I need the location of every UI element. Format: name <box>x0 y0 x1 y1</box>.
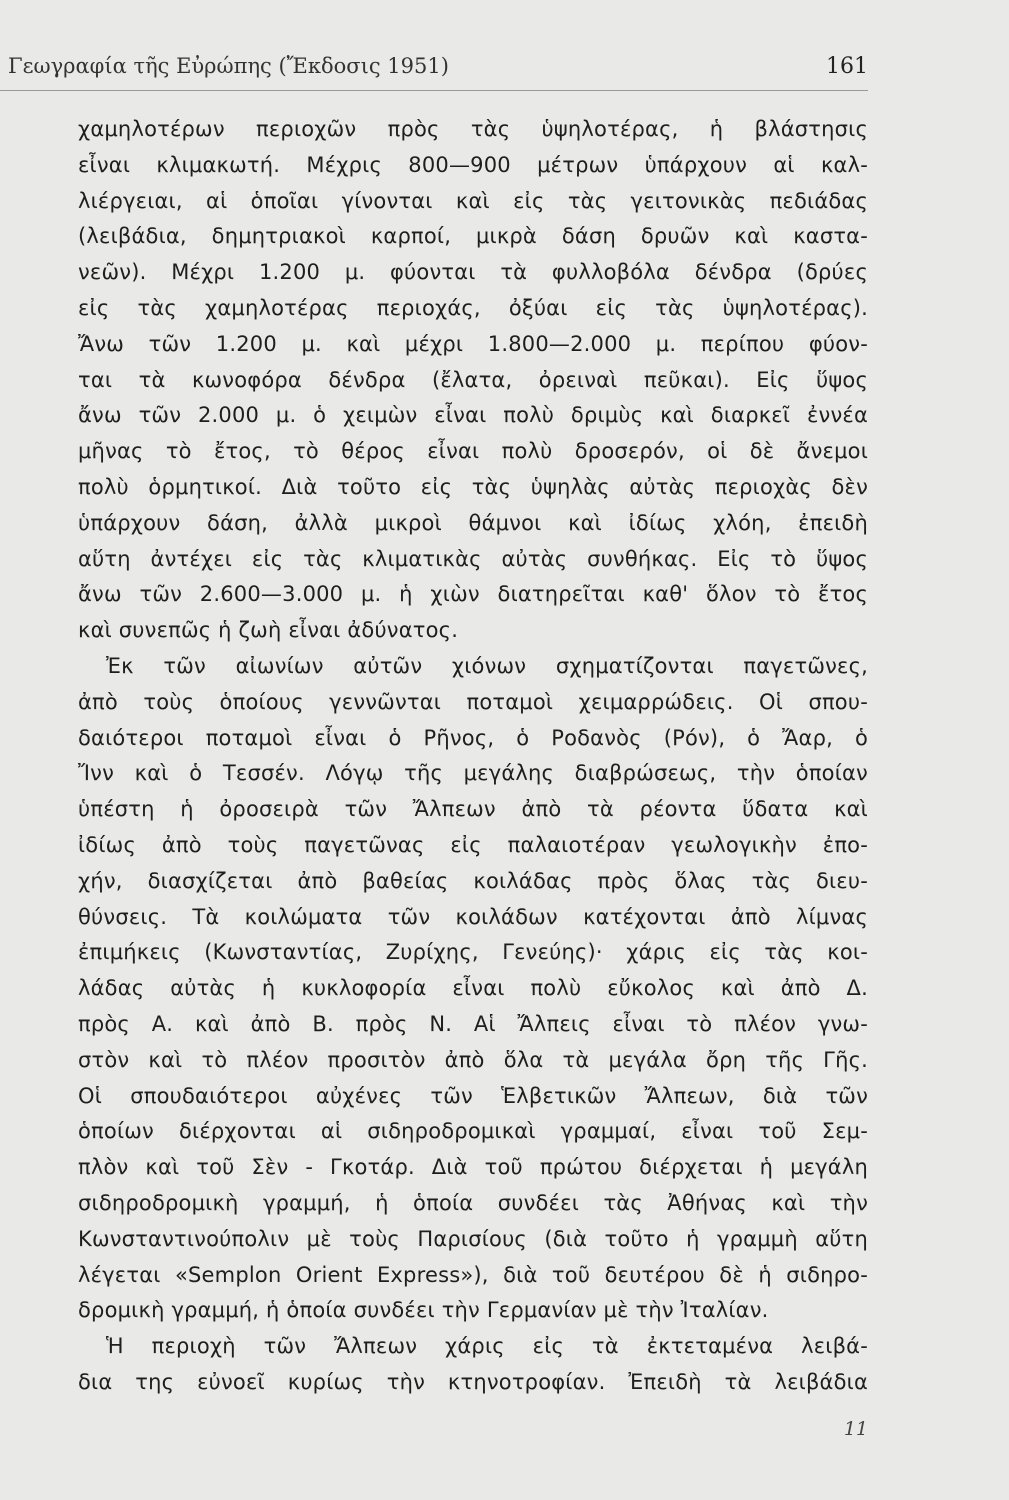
text-line: Κωνσταντινούπολιν μὲ τοὺς Παρισίους (διὰ τοῦτο ἡ γραμμὴ αὕτη <box>78 1226 868 1251</box>
text-line: Ἄνω τῶν 1.200 μ. καὶ μέχρι 1.800—2.000 μ. περίπου φύον- <box>78 331 868 356</box>
text-line: ὑπάρχουν δάση, ἀλλὰ μικροὶ θάμνοι καὶ ἰδίως χλόη, ἐπειδὴ <box>78 510 868 535</box>
header-rule <box>0 90 868 91</box>
text-line: εἶναι κλιμακωτή. Μέχρις 800—900 μέτρων ὑπάρχουν αἱ καλ- <box>78 152 868 177</box>
running-title: Γεωγραφία τῆς Εὐρώπης (Ἔκδοσις 1951) <box>8 54 449 78</box>
text-line: ὑπέστη ἡ ὀροσειρὰ τῶν Ἄλπεων ἀπὸ τὰ ρέοντα ὕδατα καὶ <box>78 797 868 822</box>
body-text <box>78 112 868 1401</box>
text-line: δαιότεροι ποταμοὶ εἶναι ὁ Ρῆνος, ὁ Ροδανὸς (Ρόν), ὁ Ἄαρ, ὁ <box>78 725 868 750</box>
text-line: δρομικὴ γραμμή, ἡ ὁποία συνδέει τὴν Γερμανίαν μὲ τὴν Ἰταλίαν. <box>78 1298 769 1323</box>
text-line: εἰς τὰς χαμηλοτέρας περιοχάς, ὀξύαι εἰς τὰς ὑψηλοτέρας). <box>78 295 868 320</box>
text-line: λιέργειαι, αἱ ὁποῖαι γίνονται καὶ εἰς τὰς γειτονικὰς πεδιάδας <box>78 188 868 213</box>
text-line: πολὺ ὁρμητικοί. Διὰ τοῦτο εἰς τὰς ὑψηλὰς αὐτὰς περιοχὰς δὲν <box>78 474 868 499</box>
text-line: ἄνω τῶν 2.000 μ. ὁ χειμὼν εἶναι πολὺ δριμὺς καὶ διαρκεῖ ἐννέα <box>78 403 868 428</box>
text-line: λάδας αὐτὰς ἡ κυκλοφορία εἶναι πολὺ εὔκολος καὶ ἀπὸ Δ. <box>78 976 868 1001</box>
text-line: χαμηλοτέρων περιοχῶν πρὸς τὰς ὑψηλοτέρας, ἡ βλάστησις <box>78 117 868 141</box>
text-line: στὸν καὶ τὸ πλέον προσιτὸν ἀπὸ ὅλα τὰ μεγάλα ὄρη τῆς Γῆς. <box>78 1047 868 1072</box>
text-line: χήν, διασχίζεται ἀπὸ βαθείας κοιλάδας πρὸς ὅλας τὰς διευ- <box>78 868 868 893</box>
text-line: πρὸς Α. καὶ ἀπὸ Β. πρὸς Ν. Αἱ Ἄλπεις εἶναι τὸ πλέον γνω- <box>78 1011 868 1036</box>
text-line: (λειβάδια, δημητριακοὶ καρποί, μικρὰ δάση δρυῶν καὶ καστα- <box>78 224 868 249</box>
text-line: πλὸν καὶ τοῦ Σὲν - Γκοτάρ. Διὰ τοῦ πρώτου διέρχεται ἡ μεγάλη <box>78 1155 868 1180</box>
text-line: ὁποίων διέρχονται αἱ σιδηροδρομικαὶ γραμμαί, εἶναι τοῦ Σεμ- <box>78 1119 868 1144</box>
text-line: δια της εὐνοεῖ κυρίως τὴν κτηνοτροφίαν. Ἐπειδὴ τὰ λειβάδια <box>78 1369 868 1394</box>
text-line: Ἐκ τῶν αἰωνίων αὐτῶν χιόνων σχηματίζονται παγετῶνες, <box>106 653 868 678</box>
signature-mark: 11 <box>843 1418 868 1440</box>
text-line: λέγεται «Semplon Orient Express»), διὰ τοῦ δευτέρου δὲ ἡ σιδηρο- <box>78 1262 868 1287</box>
text-line: Οἱ σπουδαιότεροι αὐχένες τῶν Ἑλβετικῶν Ἄλπεων, διὰ τῶν <box>78 1083 868 1108</box>
text-line: θύνσεις. Τὰ κοιλώματα τῶν κοιλάδων κατέχονται ἀπὸ λίμνας <box>78 904 868 929</box>
text-line: μῆνας τὸ ἔτος, τὸ θέρος εἶναι πολὺ δροσερόν, οἱ δὲ ἄνεμοι <box>78 439 868 464</box>
text-line: αὕτη ἀντέχει εἰς τὰς κλιματικὰς αὐτὰς συνθήκας. Εἰς τὸ ὕψος <box>78 546 868 571</box>
text-line: Ἴνν καὶ ὁ Τεσσέν. Λόγῳ τῆς μεγάλης διαβρώσεως, τὴν ὁποίαν <box>78 761 868 786</box>
text-line: ται τὰ κωνοφόρα δένδρα (ἔλατα, ὀρειναὶ πεῦκαι). Εἰς ὕψος <box>78 367 868 392</box>
text-line: ἀπὸ τοὺς ὁποίους γεννῶνται ποταμοὶ χειμαρρώδεις. Οἱ σπου- <box>78 689 868 714</box>
text-line: νεῶν). Μέχρι 1.200 μ. φύονται τὰ φυλλοβόλα δένδρα (δρύες <box>78 260 868 285</box>
page-number: 161 <box>826 54 868 79</box>
running-header <box>0 48 868 92</box>
text-line: ἐπιμήκεις (Κωνσταντίας, Ζυρίχης, Γενεύης)· χάρις εἰς τὰς κοι- <box>78 940 868 965</box>
text-line: ἄνω τῶν 2.600—3.000 μ. ἡ χιὼν διατηρεῖται καθ' ὅλον τὸ ἔτος <box>78 582 868 607</box>
text-line: καὶ συνεπῶς ἡ ζωὴ εἶναι ἀδύνατος. <box>78 618 459 643</box>
text-line: ἰδίως ἀπὸ τοὺς παγετῶνας εἰς παλαιοτέραν γεωλογικὴν ἐπο- <box>78 832 868 857</box>
text-line: σιδηροδρομικὴ γραμμή, ἡ ὁποία συνδέει τὰς Ἀθήνας καὶ τὴν <box>78 1190 868 1215</box>
text-line: Ἡ περιοχὴ τῶν Ἄλπεων χάρις εἰς τὰ ἐκτεταμένα λειβά- <box>106 1334 868 1359</box>
